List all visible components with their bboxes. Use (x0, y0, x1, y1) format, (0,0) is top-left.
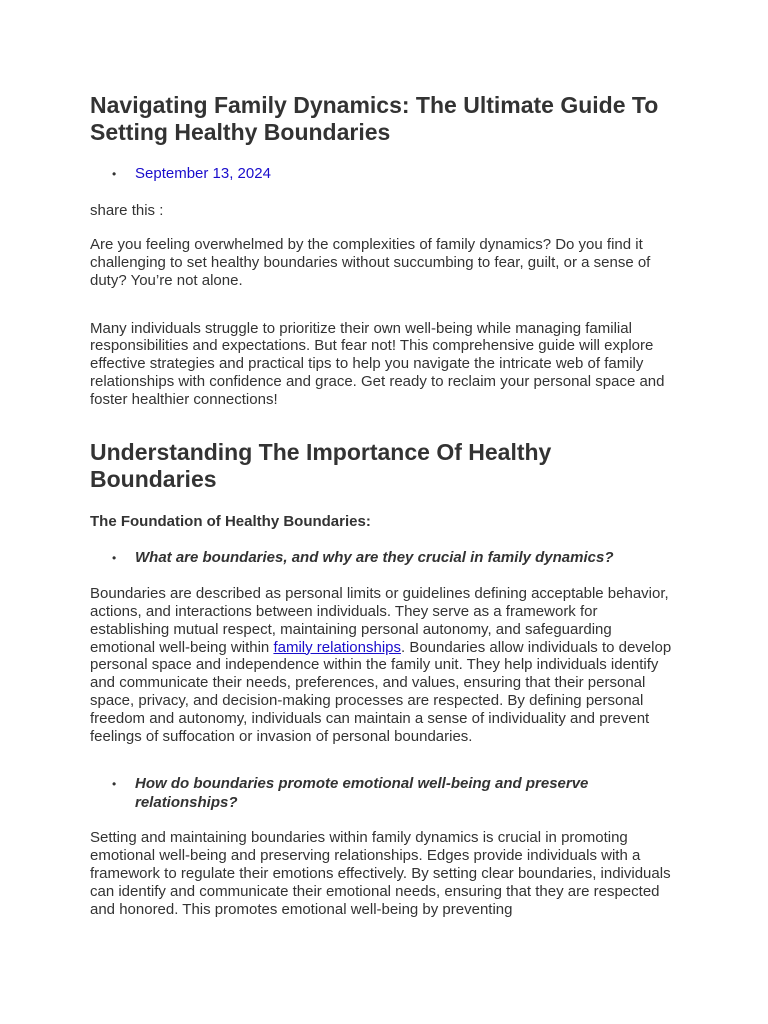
answer-paragraph-2: Setting and maintaining boundaries within family dynamics is crucial in promoting emotional well-being and preserving relationships. Edges provide individuals with a framework to regulate their emotions effectively. By setting clear boundaries, individuals can identify and communicate their emotional needs, ensuring that they are respected and honored. This promotes emotional well-being by preventing (90, 829, 671, 918)
intro-paragraph-2: Many individuals struggle to prioritize their own well-being while managing familial responsibilities and expectations. But fear not! This comprehensive guide will explore effective strategies and practical tips to help you navigate the intricate web of family relationships with confidence and grace. Get ready to reclaim your personal space and foster healthier connections! (90, 319, 665, 408)
answer-1-text-after: . Boundaries allow individuals to develop personal space and independence within the family unit. They help individuals identify and communicate their needs, preferences, and values, ensuring that their personal space, privacy, and decision-making processes are respected. By defining personal freedom and autonomy, individuals can maintain a sense of individuality and prevent feelings of suffocation or invasion of personal boundaries. (90, 638, 672, 745)
share-label: share this : (90, 201, 164, 219)
bullet-icon: • (112, 550, 117, 565)
section-subheading: The Foundation of Healthy Boundaries: (90, 512, 371, 530)
answer-1-text-before: Boundaries are described as personal limits or guidelines defining acceptable behavior, actions, and interactions between individuals. They serve as a framework for establishing mutual respect, maintaining personal autonomy, and safeguarding emotional well-being within (90, 585, 669, 656)
question-list-2 (90, 775, 680, 812)
article (90, 92, 680, 918)
question-list-1 (90, 549, 680, 568)
bullet-icon: • (112, 167, 117, 181)
bullet-icon: • (112, 777, 117, 792)
question-item-1 (112, 548, 680, 568)
family-relationships-link[interactable]: family relationships (273, 638, 401, 656)
intro-paragraph-1: Are you feeling overwhelmed by the complexities of family dynamics? Do you find it challenging to set healthy boundaries without succumbing to fear, guilt, or a sense of duty? You’re not alone. (90, 236, 651, 289)
answer-paragraph-1 (90, 585, 680, 745)
question-2: How do boundaries promote emotional well-being and preserve relationships? (135, 775, 589, 811)
question-1: What are boundaries, and why are they crucial in family dynamics? (135, 548, 614, 566)
meta-list (90, 165, 680, 184)
article-title: Navigating Family Dynamics: The Ultimate Guide To Setting Healthy Boundaries (90, 92, 659, 145)
date-item (112, 165, 680, 184)
section-heading: Understanding The Importance Of Healthy Boundaries (90, 438, 552, 492)
question-item-2 (112, 775, 680, 812)
publish-date-link[interactable]: September 13, 2024 (135, 165, 271, 182)
